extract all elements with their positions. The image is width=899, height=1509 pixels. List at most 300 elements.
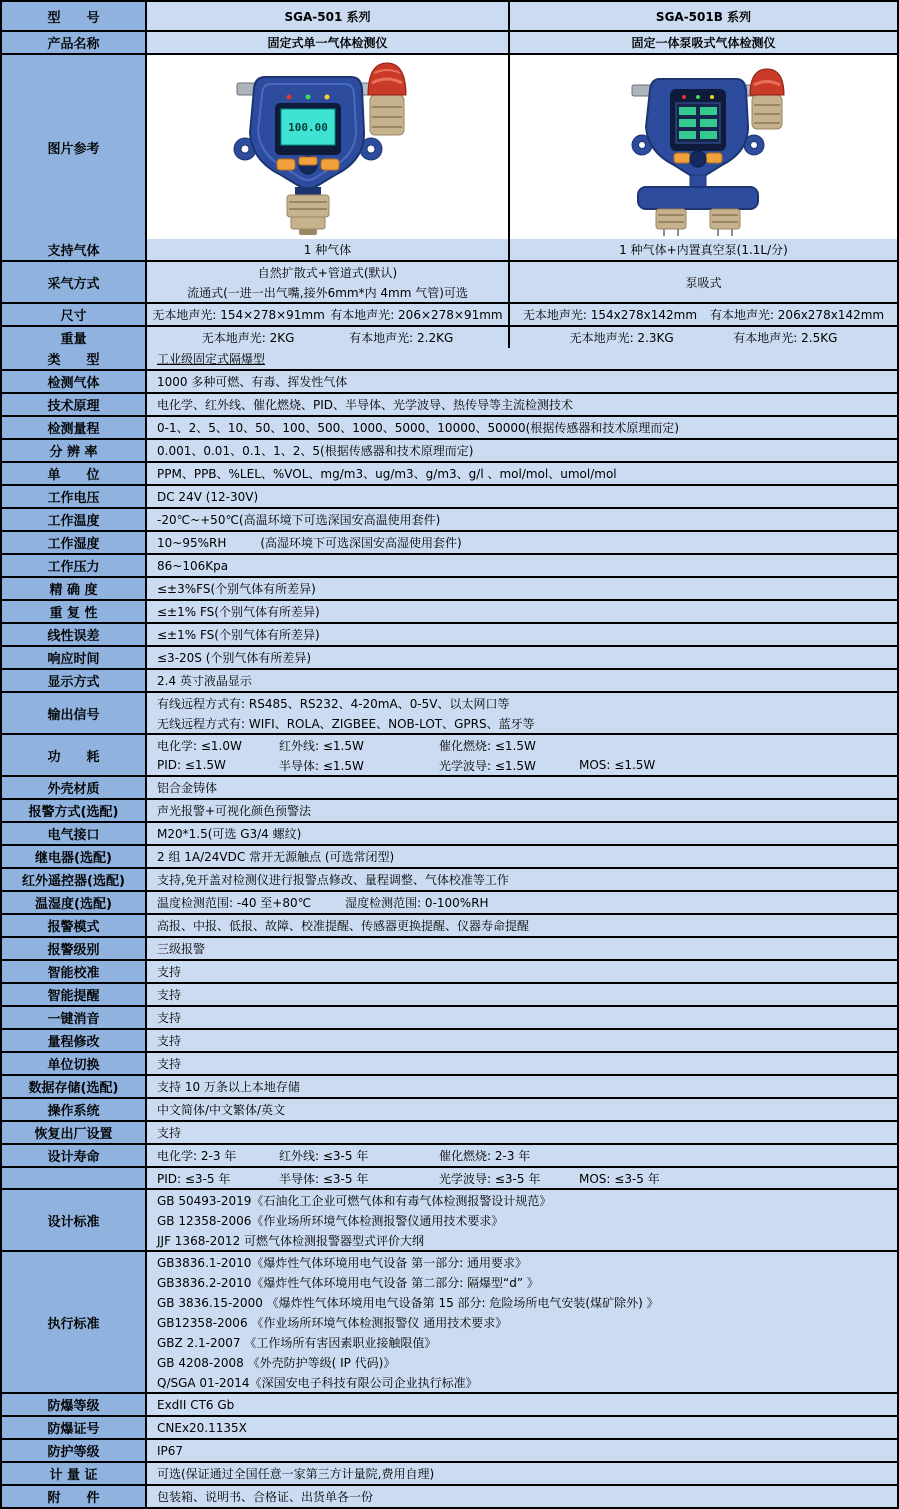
row-value xyxy=(147,1463,897,1484)
spec-row xyxy=(2,530,897,553)
compare-row xyxy=(2,302,897,325)
text-line xyxy=(157,1190,551,1210)
button-right xyxy=(706,153,722,163)
text-segment: 86~106Kpa xyxy=(157,558,229,573)
compare-row xyxy=(2,325,897,348)
row-label: 设计寿命 xyxy=(2,1145,147,1166)
text-line xyxy=(157,1441,183,1461)
row-label: 工作湿度 xyxy=(2,532,147,553)
row-value xyxy=(147,624,897,645)
value-col-sga501 xyxy=(147,304,508,325)
row-label: 工作压力 xyxy=(2,555,147,576)
row-value xyxy=(147,440,897,461)
row-value xyxy=(147,846,897,867)
spec-row xyxy=(2,1461,897,1484)
text-segment: 支持 xyxy=(157,1011,182,1025)
text-line xyxy=(157,1100,285,1120)
row-model xyxy=(2,2,897,30)
text-line xyxy=(157,847,394,867)
text-line xyxy=(157,1146,579,1166)
text-line xyxy=(157,1008,181,1028)
led-power xyxy=(305,95,310,100)
text-segment: 支持 xyxy=(157,988,182,1002)
row-label: 类 型 xyxy=(2,348,147,369)
row-label: 尺寸 xyxy=(2,304,147,325)
text-line xyxy=(157,671,252,691)
text-line xyxy=(157,693,510,713)
text-line xyxy=(157,1272,539,1292)
spec-row xyxy=(2,691,897,733)
text-segment: 2 组 1A/24VDC 常开无源触点 (可选常闭型) xyxy=(157,850,395,864)
spec-row xyxy=(2,622,897,645)
row-value xyxy=(147,1076,897,1097)
device-image-sga501b xyxy=(508,55,897,239)
text-segment: 支持 xyxy=(157,1057,182,1071)
spec-row xyxy=(2,553,897,576)
row-value xyxy=(147,1394,897,1415)
spec-row xyxy=(2,1051,897,1074)
row-label: 智能提醒 xyxy=(2,984,147,1005)
row-label: 采气方式 xyxy=(2,262,147,302)
text-segment: 催化燃烧: 2-3 年 xyxy=(439,1149,531,1163)
row-value xyxy=(147,961,897,982)
spec-row xyxy=(2,844,897,867)
text-line xyxy=(157,801,311,821)
spec-row xyxy=(2,1074,897,1097)
text-line xyxy=(147,305,508,325)
text-segment: 无本地声光: 2.3KG xyxy=(569,331,674,345)
row-label: 一键消音 xyxy=(2,1007,147,1028)
text-line xyxy=(157,648,311,668)
value-col-sga501b xyxy=(508,327,897,348)
gas-sensor-housing xyxy=(287,195,329,217)
row-value xyxy=(147,1053,897,1074)
spec-rows-container xyxy=(2,348,897,1507)
row-label: 恢复出厂设置 xyxy=(2,1122,147,1143)
row-value xyxy=(147,800,897,821)
text-segment: GB 4208-2008 《外壳防护等级( IP 代码)》 xyxy=(157,1355,396,1370)
row-label: 分 辨 率 xyxy=(2,440,147,461)
text-line xyxy=(157,510,440,530)
spec-row xyxy=(2,369,897,392)
product-name-1 xyxy=(147,32,508,53)
row-value xyxy=(147,417,897,438)
text-line xyxy=(157,395,573,415)
row-value xyxy=(147,670,897,691)
text-segment: GB 50493-2019《石油化工企业可燃气体和有毒气体检测报警设计规范》 xyxy=(157,1193,552,1208)
row-value xyxy=(147,735,897,775)
product-name-2 xyxy=(508,32,897,53)
spec-row xyxy=(2,936,897,959)
text-segment: 支持 10 万条以上本地存储 xyxy=(157,1080,300,1094)
spec-row xyxy=(2,798,897,821)
text-line xyxy=(147,328,508,348)
text-segment: 高报、中报、低报、故障、校准提醒、传感器更换提醒、仪器寿命提醒 xyxy=(157,919,530,933)
text-line xyxy=(157,824,301,844)
spec-row xyxy=(2,1005,897,1028)
text-segment: 有本地声光: 2.5KG xyxy=(733,331,838,345)
spec-row xyxy=(2,913,897,936)
pump-base xyxy=(638,187,758,209)
pump-gas-detector-illustration xyxy=(594,57,814,237)
text-segment: ≤±1% FS(个别气体有所差异) xyxy=(157,628,320,642)
row-label: 数据存储(选配) xyxy=(2,1076,147,1097)
text-segment: ≤3-20S (个别气体有所差异) xyxy=(157,651,312,665)
text-segment: PID: ≤1.5W xyxy=(157,758,226,772)
row-label: 线性误差 xyxy=(2,624,147,645)
button-right xyxy=(321,159,339,170)
spec-row xyxy=(2,1143,897,1166)
device-image-sga501 xyxy=(147,55,508,239)
spec-row xyxy=(2,982,897,1005)
spec-row xyxy=(2,1250,897,1392)
text-segment: 有线远程方式有: RS485、RS232、4-20mA、0-5V、以太网口等 xyxy=(157,696,510,711)
spec-row xyxy=(2,645,897,668)
button-left xyxy=(674,153,690,163)
row-value xyxy=(147,1030,897,1051)
text-segment: Q/SGA 01-2014《深国安电子科技有限公司企业执行标准》 xyxy=(157,1375,478,1390)
row-label: 电气接口 xyxy=(2,823,147,844)
text-segment: M20*1.5(可选 G3/4 螺纹) xyxy=(157,827,302,841)
text-segment: 半导体: ≤3-5 年 xyxy=(279,1171,369,1186)
row-value xyxy=(147,1252,897,1392)
spec-row xyxy=(2,1392,897,1415)
text-line xyxy=(157,1395,234,1415)
row-label: 单位切换 xyxy=(2,1053,147,1074)
text-segment: 无本地声光: 154×278×91mm xyxy=(152,308,325,322)
text-segment: GB12358-2006 《作业场所环境气体检测报警仪 通用技术要求》 xyxy=(157,1315,508,1330)
compare-row xyxy=(2,239,897,260)
text-segment: 自然扩散式+管道式(默认) xyxy=(257,265,398,280)
text-line xyxy=(510,240,897,260)
text-segment: ≤±3%FS(个别气体有所差异) xyxy=(157,582,316,596)
row-label: 重量 xyxy=(2,327,147,348)
image-label-text: 图片参考 xyxy=(47,141,100,157)
sensor-tip xyxy=(299,229,317,235)
text-segment: 电化学: ≤1.0W xyxy=(157,738,242,753)
row-value xyxy=(147,532,897,553)
row-label: 附 件 xyxy=(2,1486,147,1507)
value-col-sga501 xyxy=(147,239,508,260)
text-segment: 1 种气体+内置真空泵(1.1L/分) xyxy=(619,243,788,257)
text-segment: 2.4 英寸液晶显示 xyxy=(157,674,252,688)
text-line xyxy=(157,418,679,438)
text-segment: 0-1、2、5、10、50、100、500、1000、5000、10000、50000(根据传感器和技术原理而定) xyxy=(157,421,680,435)
text-segment: PID: ≤3-5 年 xyxy=(157,1171,231,1186)
row-label: 功 耗 xyxy=(2,735,147,775)
text-segment: DC 24V (12-30V) xyxy=(157,489,259,504)
text-line xyxy=(157,713,535,733)
text-line xyxy=(157,1487,373,1507)
text-line xyxy=(157,735,579,755)
button-middle xyxy=(299,157,317,165)
text-segment: 支持 xyxy=(157,965,182,979)
spec-row xyxy=(2,348,897,369)
text-line xyxy=(510,328,897,348)
text-segment: MOS: ≤3-5 年 xyxy=(579,1171,660,1186)
row-value xyxy=(147,869,897,890)
row-value xyxy=(147,892,897,913)
row-value xyxy=(147,1122,897,1143)
text-segment: 三级报警 xyxy=(157,942,206,956)
image-row-label xyxy=(2,55,147,239)
beacon-base xyxy=(370,95,404,135)
text-line xyxy=(147,282,508,302)
row-label: 显示方式 xyxy=(2,670,147,691)
spec-row xyxy=(2,599,897,622)
row-value xyxy=(147,1486,897,1507)
text-line xyxy=(510,272,897,292)
spec-row xyxy=(2,507,897,530)
text-segment: GB 3836.15-2000 《爆炸性气体环境用电气设备第 15 部分: 危险场所电气安装(煤矿除外) 》 xyxy=(157,1295,659,1310)
row-value xyxy=(147,555,897,576)
row-label: 精 确 度 xyxy=(2,578,147,599)
model-series-1 xyxy=(147,2,508,30)
row-label: 执行标准 xyxy=(2,1252,147,1392)
text-line xyxy=(157,349,265,369)
row-label: 支持气体 xyxy=(2,239,147,260)
row-value xyxy=(147,647,897,668)
text-line xyxy=(157,1352,395,1372)
row-value xyxy=(147,1168,897,1188)
text-segment: IP67 xyxy=(157,1443,184,1458)
text-line xyxy=(157,870,509,890)
spec-row xyxy=(2,775,897,798)
text-segment: GBZ 2.1-2007 《工作场所有害因素职业接触限值》 xyxy=(157,1335,437,1350)
model-series-2 xyxy=(508,2,897,30)
spec-row xyxy=(2,668,897,691)
value-col-sga501 xyxy=(147,262,508,302)
row-label: 单 位 xyxy=(2,463,147,484)
text-segment: 中文简体/中文繁体/英文 xyxy=(157,1103,286,1117)
text-segment: 无线远程方式有: WIFI、ROLA、ZIGBEE、NOB-LOT、GPRS、蓝牙等 xyxy=(157,716,535,731)
text-segment: 1000 多种可燃、有毒、挥发性气体 xyxy=(157,375,348,389)
row-label: 设计标准 xyxy=(2,1190,147,1250)
row-product-name xyxy=(2,30,897,53)
text-line xyxy=(157,602,320,622)
text-segment: GB3836.1-2010《爆炸性气体环境用电气设备 第一部分: 通用要求》 xyxy=(157,1255,528,1270)
row-label: 计 量 证 xyxy=(2,1463,147,1484)
spec-row xyxy=(2,1438,897,1461)
text-line xyxy=(157,625,320,645)
row-label: 智能校准 xyxy=(2,961,147,982)
text-line xyxy=(157,1123,181,1143)
text-segment: 泵吸式 xyxy=(685,275,722,290)
text-line xyxy=(157,1168,660,1188)
text-segment: 支持 xyxy=(157,1126,182,1140)
spec-row xyxy=(2,1166,897,1188)
text-segment: 可选(保证通过全国任意一家第三方计量院,费用自理) xyxy=(157,1467,435,1481)
row-value xyxy=(147,394,897,415)
text-line xyxy=(157,1230,424,1250)
text-segment: PPM、PPB、%LEL、%VOL、mg/m3、ug/m3、g/m3、g/l 、mol/mol、umol/mol xyxy=(157,467,617,481)
sensor-cylinder-right xyxy=(710,209,740,236)
text-line xyxy=(157,441,473,461)
text-segment: GB 12358-2006《作业场所环境气体检测报警仪通用技术要求》 xyxy=(157,1213,504,1228)
row-value xyxy=(147,1417,897,1438)
text-segment: 催化燃烧: ≤1.5W xyxy=(439,738,536,753)
text-segment: GB3836.2-2010《爆炸性气体环境用电气设备 第二部分: 隔爆型“d” 》 xyxy=(157,1275,539,1290)
spec-row xyxy=(2,890,897,913)
row-label: 量程修改 xyxy=(2,1030,147,1051)
text-segment: 声光报警+可视化颜色预警法 xyxy=(157,804,312,818)
product-name-1-text: 固定式单一气体检测仪 xyxy=(267,36,388,50)
row-value xyxy=(147,1190,897,1250)
row-label: 报警级别 xyxy=(2,938,147,959)
model-label-text: 型 号 xyxy=(47,10,100,26)
text-segment: 温度检测范围: -40 至+80℃ xyxy=(157,896,312,910)
text-line xyxy=(157,1332,436,1352)
text-line xyxy=(157,1077,300,1097)
row-label: 检测气体 xyxy=(2,371,147,392)
row-value xyxy=(147,984,897,1005)
text-line xyxy=(147,240,508,260)
row-value xyxy=(147,348,897,369)
row-value xyxy=(147,371,897,392)
value-col-sga501b xyxy=(508,262,897,302)
text-segment: 有本地声光: 206×278×91mm xyxy=(330,308,503,322)
row-label: 工作电压 xyxy=(2,486,147,507)
spec-row xyxy=(2,733,897,775)
row-label: 红外遥控器(选配) xyxy=(2,869,147,890)
spec-row xyxy=(2,415,897,438)
model-row-label xyxy=(2,2,147,30)
product-label-text: 产品名称 xyxy=(47,37,100,52)
text-line xyxy=(157,1252,527,1272)
text-segment: 光学波导: ≤1.5W xyxy=(439,758,536,773)
text-segment: MOS: ≤1.5W xyxy=(579,758,656,772)
text-line xyxy=(157,372,347,392)
text-line xyxy=(157,1312,507,1332)
text-line xyxy=(510,305,897,325)
gas-detector-illustration xyxy=(223,57,433,237)
product-row-label xyxy=(2,32,147,53)
text-segment: 电化学: 2-3 年 xyxy=(157,1149,237,1163)
row-value xyxy=(147,486,897,507)
text-segment: 包装箱、说明书、合格证、出货单各一份 xyxy=(157,1490,374,1504)
spec-row xyxy=(2,959,897,982)
text-line xyxy=(157,1464,434,1484)
text-line xyxy=(157,1372,478,1392)
sensor-neck xyxy=(295,187,321,195)
spec-row xyxy=(2,438,897,461)
text-line xyxy=(157,1031,181,1051)
text-segment: 10~95%RH xyxy=(157,535,227,550)
spec-row xyxy=(2,576,897,599)
row-image-reference xyxy=(2,53,897,239)
text-segment: 0.001、0.01、0.1、1、2、5(根据传感器和技术原理而定) xyxy=(157,444,474,458)
text-segment: 有本地声光: 2.2KG xyxy=(349,331,454,345)
value-col-sga501b xyxy=(508,239,897,260)
row-value xyxy=(147,915,897,936)
row-label: 防护等级 xyxy=(2,1440,147,1461)
text-line xyxy=(157,755,655,775)
text-segment: (高湿环境下可选深国安高湿使用套件) xyxy=(260,536,462,550)
text-line xyxy=(157,579,316,599)
text-segment: 有本地声光: 206x278x142mm xyxy=(709,308,885,322)
row-label xyxy=(2,1168,147,1188)
row-value xyxy=(147,1007,897,1028)
row-label: 技术原理 xyxy=(2,394,147,415)
text-segment: 半导体: ≤1.5W xyxy=(279,758,364,773)
text-segment: 红外线: ≤1.5W xyxy=(279,738,364,753)
text-line xyxy=(157,487,258,507)
text-line xyxy=(157,1210,503,1230)
row-label: 报警模式 xyxy=(2,915,147,936)
text-line xyxy=(147,262,508,282)
row-label: 报警方式(选配) xyxy=(2,800,147,821)
screen-reading: 100.00 xyxy=(287,121,328,134)
text-segment: -20℃~+50℃(高温环境下可选深国安高温使用套件) xyxy=(157,513,441,527)
row-value xyxy=(147,1099,897,1120)
row-value xyxy=(147,463,897,484)
text-segment: 铝合金铸体 xyxy=(157,781,218,795)
product-name-2-text: 固定一体泵吸式气体检测仪 xyxy=(631,36,776,50)
row-label: 输出信号 xyxy=(2,693,147,733)
spec-row xyxy=(2,1028,897,1051)
row-value xyxy=(147,777,897,798)
spec-row xyxy=(2,1415,897,1438)
spec-row xyxy=(2,821,897,844)
sensor-cylinder-left xyxy=(656,209,686,236)
text-segment: 工业级固定式隔爆型 xyxy=(157,352,266,366)
text-segment: 1 种气体 xyxy=(303,243,352,257)
text-segment: 无本地声光: 154x278x142mm xyxy=(522,308,698,322)
row-label: 检测量程 xyxy=(2,417,147,438)
spec-row xyxy=(2,1188,897,1250)
row-value xyxy=(147,1440,897,1461)
value-col-sga501b xyxy=(508,304,897,325)
text-segment: ExdII CT6 Gb xyxy=(157,1397,235,1412)
text-segment: 支持,免开盖对检测仪进行报警点修改、量程调整、气体校准等工作 xyxy=(157,873,509,887)
row-label: 操作系统 xyxy=(2,1099,147,1120)
compare-rows-container xyxy=(2,239,897,348)
text-segment: 电化学、红外线、催化燃烧、PID、半导体、光学波导、热传导等主流检测技术 xyxy=(157,398,574,412)
text-segment: 无本地声光: 2KG xyxy=(201,331,295,345)
text-line xyxy=(157,985,181,1005)
spec-row xyxy=(2,1120,897,1143)
led-fault xyxy=(324,95,329,100)
text-segment: 流通式(一进一出气嘴,接外6mm*内 4mm 气管)可选 xyxy=(187,285,468,300)
text-line xyxy=(157,962,181,982)
text-line xyxy=(157,893,489,913)
spec-row xyxy=(2,392,897,415)
row-value xyxy=(147,578,897,599)
row-label: 重 复 性 xyxy=(2,601,147,622)
row-label: 工作温度 xyxy=(2,509,147,530)
text-line xyxy=(157,533,462,553)
row-value xyxy=(147,693,897,733)
text-segment: 湿度检测范围: 0-100%RH xyxy=(345,896,489,910)
row-label: 防爆证号 xyxy=(2,1417,147,1438)
spec-row xyxy=(2,484,897,507)
led-alarm xyxy=(286,95,291,100)
spec-row xyxy=(2,1097,897,1120)
text-segment: CNEx20.1135X xyxy=(157,1420,247,1435)
spec-row xyxy=(2,461,897,484)
compare-row xyxy=(2,260,897,302)
button-ok xyxy=(690,151,706,167)
row-label: 响应时间 xyxy=(2,647,147,668)
model-series-2-text: SGA-501B 系列 xyxy=(655,9,752,24)
spec-row xyxy=(2,867,897,890)
row-value xyxy=(147,938,897,959)
button-left xyxy=(277,159,295,170)
row-value xyxy=(147,823,897,844)
row-value xyxy=(147,509,897,530)
text-segment: 支持 xyxy=(157,1034,182,1048)
text-segment: JJF 1368-2012 可燃气体检测报警器型式评价大纲 xyxy=(157,1233,425,1248)
